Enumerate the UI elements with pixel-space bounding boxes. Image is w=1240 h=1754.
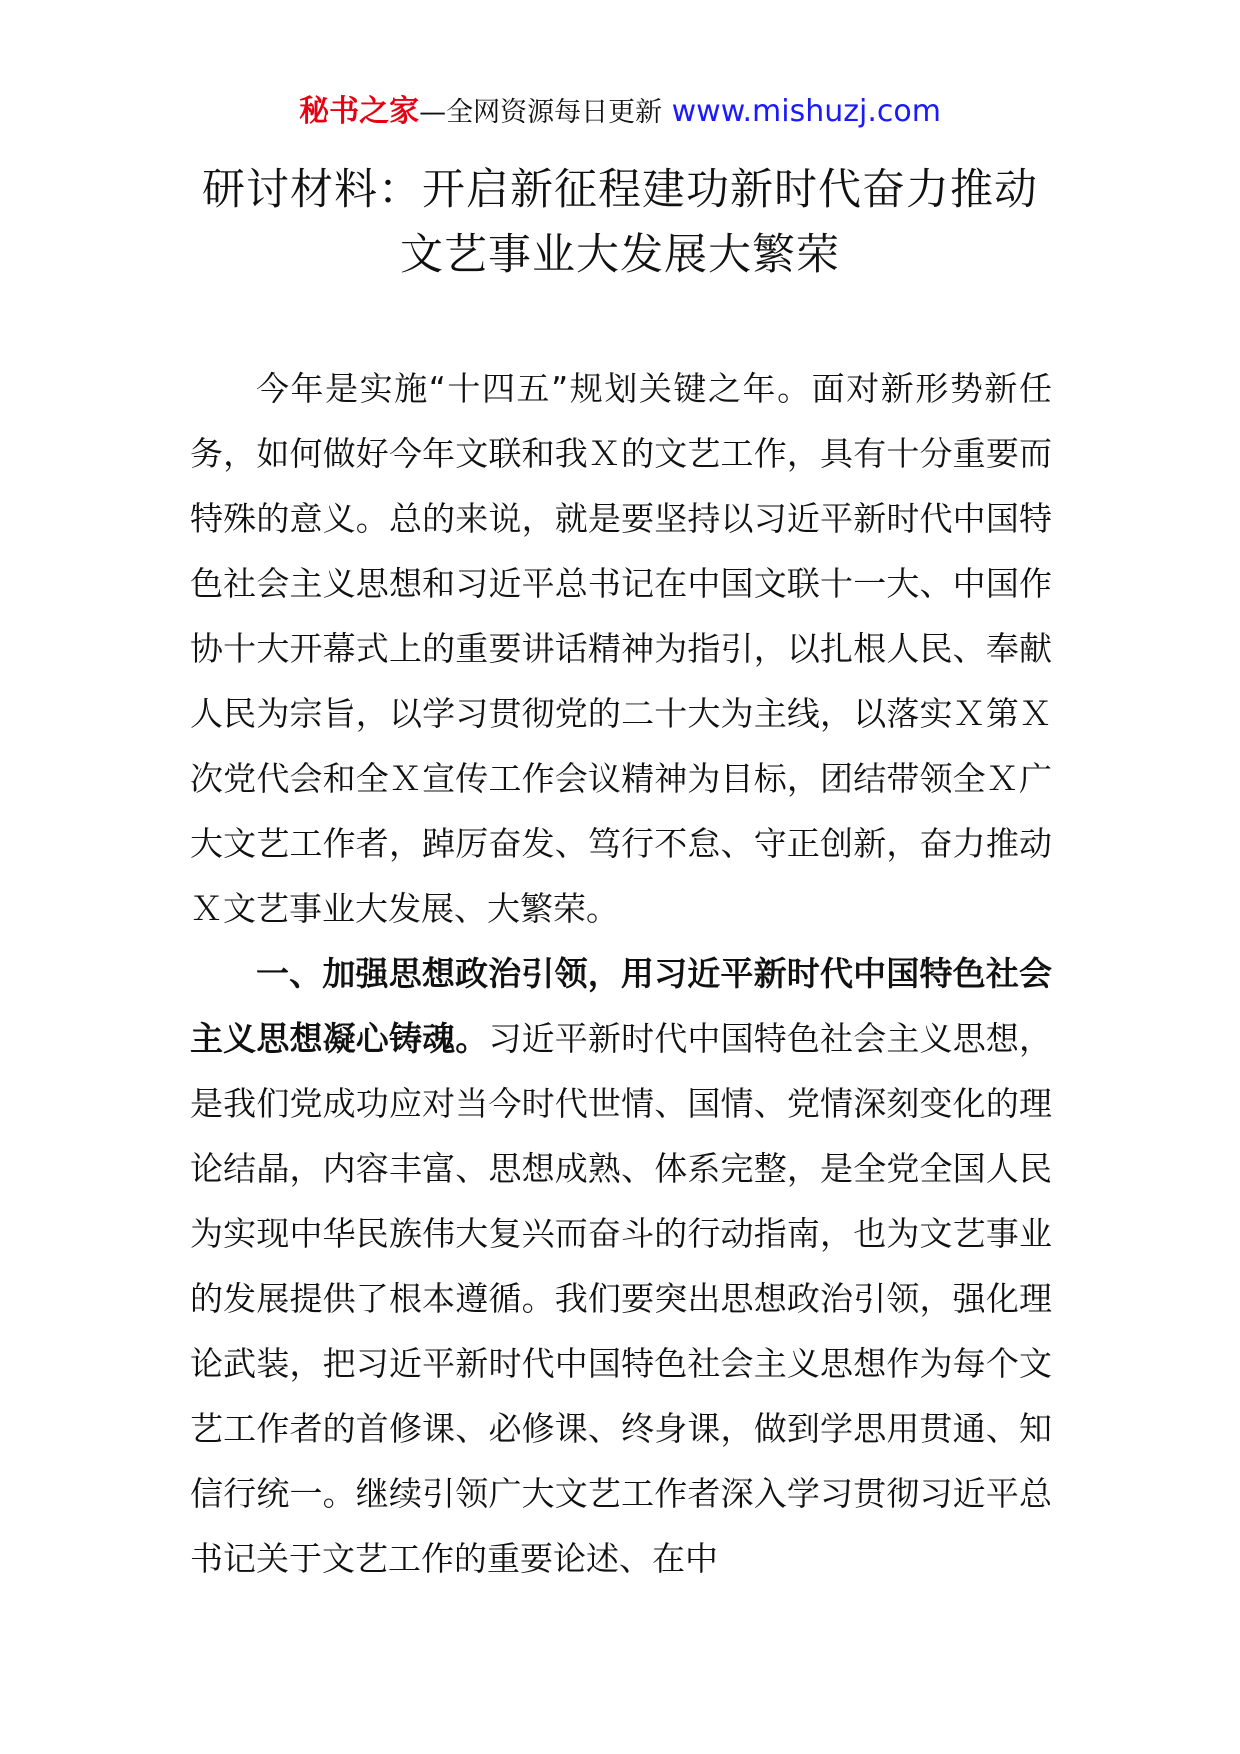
paragraph-text: 习近平新时代中国特色社会主义思想，是我们党成功应对当今时代世情、国情、党情深刻变化的理论结晶，内容丰富、思想成熟、体系完整，是全党全国人民为实现中华民族伟大复兴而奋斗的行动指南，也为文艺事业的发展提供了根本遵循。我们要突出思想政治引领，强化理论武装，把习近平新时代中国特色社会主义思想作为每个文艺工作者的首修课、必修课、终身课，做到学思用贯通、知信行统一。继续引领广大文艺工作者深入学习贯彻习近平总书记关于文艺工作的重要论述、在中 (190, 1019, 1053, 1578)
document-body (190, 356, 1052, 1591)
site-header (0, 92, 1240, 133)
document-title: 研讨材料：开启新征程建功新时代奋力推动文艺事业大发展大繁荣 (202, 165, 1038, 280)
paragraph-intro (190, 356, 1052, 941)
section-heading: 一、加强思想政治引领，用习近平新时代中国特色社会主义思想凝心铸魂。 (190, 954, 1052, 1058)
paragraph-section-one (190, 941, 1052, 1591)
brand-name: 秘书之家 (299, 94, 420, 129)
paragraph-text: 今年是实施“十四五”规划关键之年。面对新形势新任务，如何做好今年文联和我Ｘ的文艺工作，具有十分重要而特殊的意义。总的来说，就是要坚持以习近平新时代中国特色社会主义思想和习近平总书记在中国文联十一大、中国作协十大开幕式上的重要讲话精神为指引，以扎根人民、奉献人民为宗旨，以学习贯彻党的二十大为主线，以落实Ｘ第Ｘ次党代会和全Ｘ宣传工作会议精神为目标，团结带领全Ｘ广大文艺工作者，踔厉奋发、笃行不怠、守正创新，奋力推动Ｘ文艺事业大发展、大繁荣。 (190, 369, 1052, 928)
site-url-link[interactable]: www.mishuzj.com (671, 94, 941, 129)
header-tagline: —全网资源每日更新 (419, 97, 663, 128)
